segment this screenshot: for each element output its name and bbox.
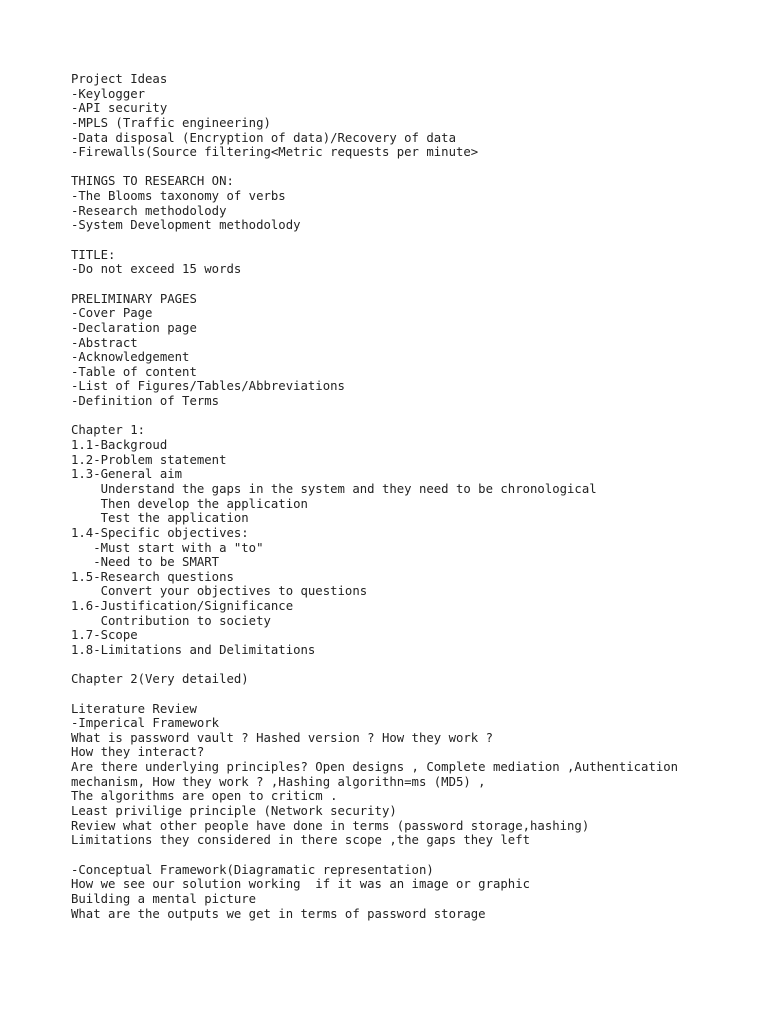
text-line: How we see our solution working if it was an image or graphic <box>71 877 531 892</box>
text-line: 1.5-Research questions <box>71 569 234 584</box>
text-line: -MPLS (Traffic engineering) <box>71 115 271 130</box>
text-line: -Imperical Framework <box>71 716 220 731</box>
text-line: -Cover Page <box>71 306 153 321</box>
text-line: -The Blooms taxonomy of verbs <box>71 189 286 204</box>
text-line: Convert your objectives to questions <box>71 584 368 599</box>
text-line: 1.2-Problem statement <box>71 452 227 467</box>
text-line: Understand the gaps in the system and they need to be chronological <box>71 481 597 496</box>
text-line: -Research methodolody <box>71 203 227 218</box>
text-line: -Table of content <box>71 364 197 379</box>
text-line: Are there underlying principles? Open designs , Complete mediation ,Authentication <box>71 760 679 775</box>
blank-line <box>71 409 748 424</box>
text-line: 1.8-Limitations and Delimitations <box>71 642 316 657</box>
text-line: Then develop the application <box>71 496 308 511</box>
text-line: -System Development methodolody <box>71 218 301 233</box>
text-line: -API security <box>71 101 168 116</box>
text-line: TITLE: <box>71 247 116 262</box>
text-line: Chapter 2(Very detailed) <box>71 672 249 687</box>
text-line: Limitations they considered in there scope ,the gaps they left <box>71 833 531 848</box>
blank-line <box>71 658 748 673</box>
blank-line <box>71 277 748 292</box>
text-line: -Abstract <box>71 335 138 350</box>
text-line: -Data disposal (Encryption of data)/Recovery of data <box>71 130 456 145</box>
text-line: -Keylogger <box>71 86 146 101</box>
blank-line <box>71 848 748 863</box>
text-line: How they interact? <box>71 745 205 760</box>
text-line: 1.4-Specific objectives: <box>71 525 249 540</box>
text-line: What is password vault ? Hashed version ? How they work ? <box>71 730 493 745</box>
text-line: mechanism, How they work ? ,Hashing algorithn=ms (MD5) , <box>71 774 486 789</box>
text-line: -Declaration page <box>71 320 197 335</box>
text-line: The algorithms are open to criticm . <box>71 789 338 804</box>
blank-line <box>71 160 748 175</box>
text-line: 1.3-General aim <box>71 467 183 482</box>
text-line: -Must start with a "to" <box>71 540 264 555</box>
blank-line <box>71 233 748 248</box>
text-line: Chapter 1: <box>71 423 146 438</box>
text-line: Building a mental picture <box>71 891 257 906</box>
text-line: PRELIMINARY PAGES <box>71 291 197 306</box>
document-body <box>71 72 748 921</box>
text-line: -Do not exceed 15 words <box>71 262 242 277</box>
text-line: Least privilige principle (Network security) <box>71 804 397 819</box>
blank-line <box>71 687 748 702</box>
text-line: -Acknowledgement <box>71 350 190 365</box>
text-line: -Need to be SMART <box>71 555 220 570</box>
text-line: -List of Figures/Tables/Abbreviations <box>71 379 345 394</box>
text-line: What are the outputs we get in terms of password storage <box>71 906 486 921</box>
text-line: THINGS TO RESEARCH ON: <box>71 174 234 189</box>
text-line: 1.7-Scope <box>71 628 138 643</box>
text-line: Contribution to society <box>71 613 271 628</box>
text-line: -Firewalls(Source filtering<Metric requests per minute> <box>71 145 479 160</box>
text-line: Review what other people have done in terms (password storage,hashing) <box>71 818 590 833</box>
text-line: -Conceptual Framework(Diagramatic representation) <box>71 862 434 877</box>
text-line: -Definition of Terms <box>71 394 220 409</box>
text-line: 1.6-Justification/Significance <box>71 599 294 614</box>
text-line: Project Ideas <box>71 72 168 86</box>
text-line: 1.1-Backgroud <box>71 438 168 453</box>
text-line: Test the application <box>71 511 249 526</box>
text-line: Literature Review <box>71 701 197 716</box>
